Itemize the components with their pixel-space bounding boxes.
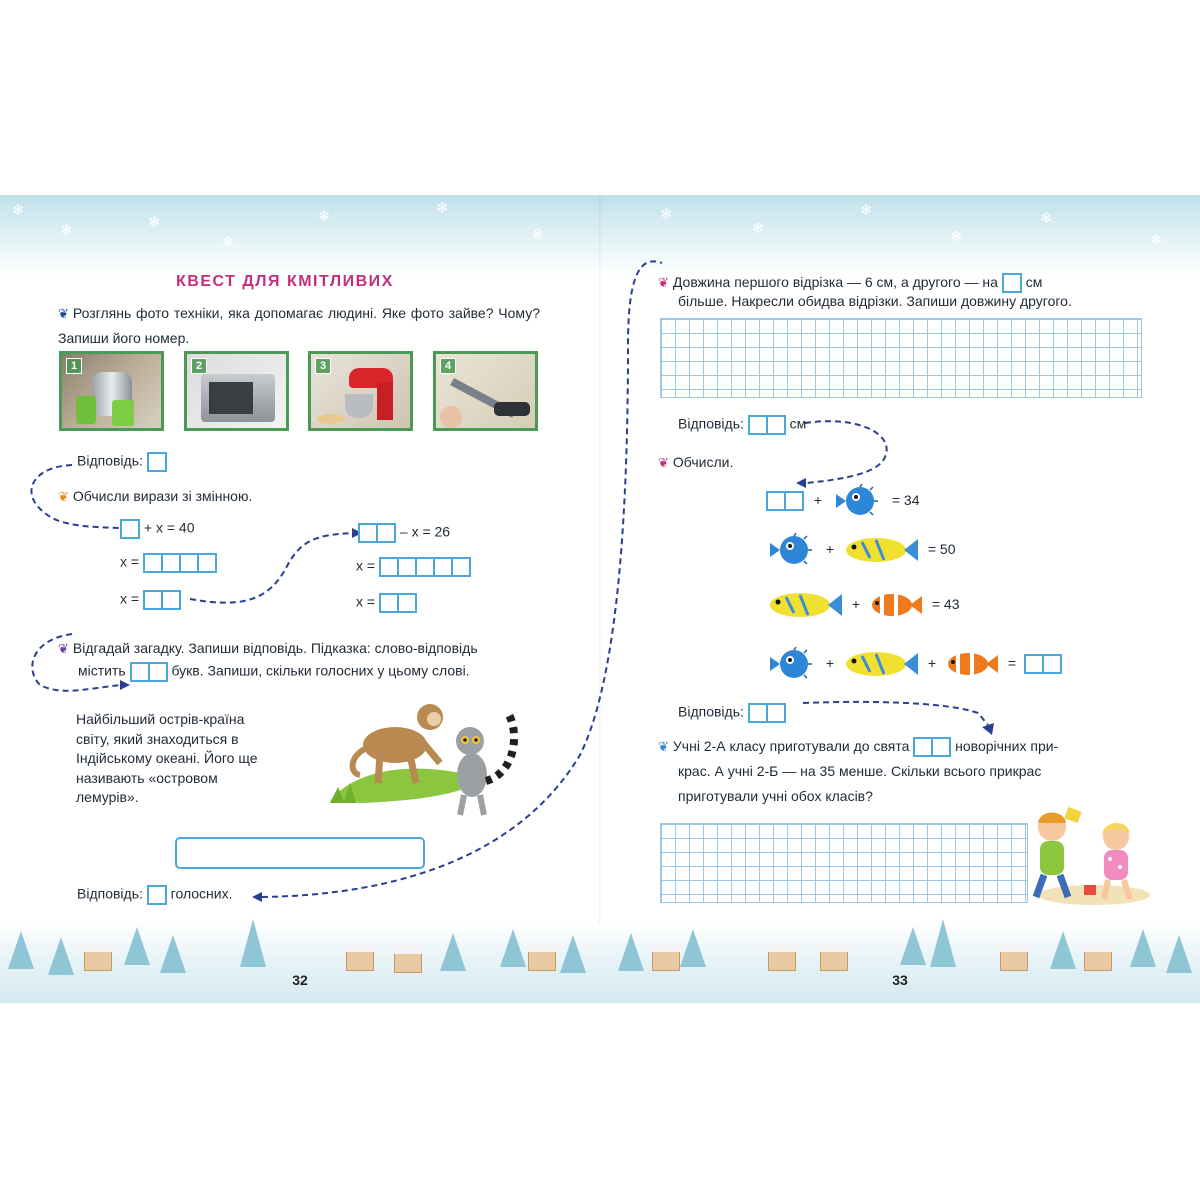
- snowflake-icon: ❄: [12, 202, 25, 219]
- snowflake-icon: ❄: [148, 214, 161, 231]
- house-icon: [346, 951, 374, 971]
- tree-icon: [124, 927, 150, 965]
- fish-equation-2: [766, 533, 956, 567]
- snowflake-icon: ❄: [222, 234, 235, 251]
- page-number-left: 32: [292, 972, 308, 988]
- plus-sign: +: [813, 491, 823, 508]
- riddle-text: Найбільший острів-країна світу, який знаходиться в Індійському океані. Його ще називають «островом лемурів».: [76, 711, 258, 805]
- decorations-count-cells[interactable]: [913, 737, 951, 757]
- drawing-grid-1[interactable]: [660, 318, 1142, 398]
- bread-icon: [317, 414, 345, 424]
- task-4-line-1: Довжина першого відрізка — 6 см, а другого — на: [672, 274, 998, 290]
- eq-3-result: = 43: [931, 595, 960, 612]
- task-6-line-1: Учні 2-А класу приготували до свята: [672, 738, 910, 754]
- bullet-icon: ❦: [58, 306, 69, 321]
- expression-2-x1: [356, 557, 471, 577]
- plus-sign: +: [825, 540, 835, 557]
- bullet-icon: ❦: [658, 739, 669, 754]
- eq-4-cells[interactable]: [1024, 654, 1062, 674]
- task-3-word: містить: [78, 662, 126, 679]
- task-2-text: [58, 484, 458, 509]
- clown-fish: [868, 588, 924, 622]
- tree-icon: [160, 935, 186, 973]
- plus-sign: +: [927, 654, 937, 671]
- cup-icon: [76, 396, 96, 424]
- house-icon: [1000, 951, 1028, 971]
- tree-icon: [8, 931, 34, 969]
- yellow-fish: [842, 647, 920, 681]
- answer-label: Відповідь:: [678, 703, 744, 720]
- task-3-line-1: Відгадай загадку. Запиши відповідь. Підказка: слово-відповідь: [72, 640, 478, 656]
- expression-2-x2-cells[interactable]: [379, 593, 417, 613]
- snowflake-icon: ❄: [950, 228, 963, 245]
- answer-4-cells[interactable]: [748, 415, 786, 435]
- mixer-bowl: [345, 394, 373, 418]
- task-3-line-2: [78, 662, 470, 682]
- x-label: x =: [120, 590, 140, 607]
- plus-sign: +: [851, 595, 861, 612]
- house-icon: [84, 951, 112, 971]
- blue-puffer-fish: [832, 484, 884, 518]
- answer-4-row: [678, 415, 806, 435]
- x-label: x =: [120, 553, 140, 570]
- answer-5-cells[interactable]: [748, 703, 786, 723]
- page-title: КВЕСТ ДЛЯ КМІТЛИВИХ: [176, 273, 394, 290]
- task-3-text: [58, 636, 542, 661]
- expression-1-x1-cells[interactable]: [143, 553, 217, 573]
- hand-icon: [440, 406, 462, 428]
- vacuum-icon: [494, 402, 530, 416]
- plus-sign: +: [825, 654, 835, 671]
- tree-icon: [680, 929, 706, 967]
- tree-icon: [240, 919, 266, 967]
- riddle-answer-field[interactable]: [175, 837, 425, 869]
- fish-equation-3: [766, 588, 960, 622]
- tree-icon: [1130, 929, 1156, 967]
- kids-illustration: [1024, 807, 1150, 907]
- blue-puffer-fish: [766, 647, 818, 681]
- task-6-line-2: крас. А учні 2-Б — на 35 менше. Скільки всього прикрас: [678, 763, 1042, 779]
- fish-equation-1: [766, 484, 920, 518]
- fish-equation-4: [766, 647, 1062, 681]
- snowflake-icon: ❄: [436, 200, 449, 217]
- task-5-label: Обчисли.: [672, 454, 734, 470]
- unit-label: см: [1025, 274, 1043, 290]
- letters-count-cells[interactable]: [130, 662, 168, 682]
- house-icon: [528, 951, 556, 971]
- answer-3-row: [77, 885, 233, 905]
- photo-mixer: [308, 351, 413, 431]
- bullet-icon: ❦: [658, 455, 669, 470]
- house-icon: [1084, 951, 1112, 971]
- lemur: [456, 713, 514, 815]
- snowflake-icon: ❄: [60, 222, 73, 239]
- snowflake-icon: ❄: [860, 202, 873, 219]
- task-6-line-3: приготували учні обох класів?: [678, 788, 873, 804]
- eq-1-cells[interactable]: [766, 491, 804, 511]
- expression-1-x1: [120, 553, 217, 573]
- mixer-stand: [377, 382, 393, 420]
- task-1-text: [58, 301, 540, 350]
- task-1-label: Розглянь фото техніки, яка допомагає людині. Яке фото зайве? Чому? Запиши його номер.: [58, 305, 540, 346]
- answer-label: Відповідь:: [77, 452, 143, 469]
- task-5-text: [658, 450, 958, 475]
- task-4-line-2: більше. Накресли обидва відрізки. Запиши довжину другого.: [678, 293, 1072, 309]
- drawing-grid-2[interactable]: [660, 823, 1028, 903]
- photo-number: 4: [440, 358, 456, 374]
- eq-2-result: = 50: [927, 540, 956, 557]
- tree-icon: [1050, 931, 1076, 969]
- tree-icon: [560, 935, 586, 973]
- snowflake-icon: ❄: [660, 206, 673, 223]
- book-spread: [0, 195, 1200, 1003]
- x-label: x =: [356, 557, 376, 574]
- tree-icon: [1166, 935, 1192, 973]
- expression-1-x2-cells[interactable]: [143, 590, 181, 610]
- expression-1-box[interactable]: [120, 519, 140, 539]
- bullet-icon: ❦: [658, 275, 669, 290]
- house-icon: [394, 953, 422, 973]
- microwave-window: [209, 382, 253, 414]
- photo-kettle: [59, 351, 164, 431]
- yellow-fish: [842, 533, 920, 567]
- clown-fish: [944, 647, 1000, 681]
- expression-2: [358, 523, 450, 543]
- answer-1-row: [77, 452, 167, 472]
- answer-label: Відповідь:: [678, 415, 744, 432]
- bullet-icon: ❦: [58, 489, 69, 504]
- bullet-icon: ❦: [58, 641, 69, 656]
- cup-icon: [112, 400, 134, 426]
- answer-label: Відповідь:: [77, 885, 143, 902]
- photo-vacuum: [433, 351, 538, 431]
- snowflake-icon: ❄: [1040, 210, 1053, 227]
- photo-microwave: [184, 351, 289, 431]
- answer-1-box[interactable]: [147, 452, 167, 472]
- expression-2-x2: [356, 593, 417, 613]
- monkey-and-lemur-illustration: [320, 683, 530, 823]
- x-label: x =: [356, 593, 376, 610]
- yellow-fish: [766, 588, 844, 622]
- photo-number: 1: [66, 358, 82, 374]
- expression-1-text: + x = 40: [143, 519, 195, 536]
- task-2-label: Обчисли вирази зі змінною.: [72, 488, 253, 504]
- expression-2-text: – x = 26: [399, 523, 451, 540]
- photo-number: 3: [315, 358, 331, 374]
- snowflake-icon: ❄: [532, 226, 545, 243]
- expression-1: [120, 519, 194, 539]
- house-icon: [652, 951, 680, 971]
- house-icon: [768, 951, 796, 971]
- task-6-line-1-end: новорічних при-: [955, 738, 1059, 754]
- task-6-text: [658, 734, 1142, 759]
- eq-1-result: = 34: [891, 491, 920, 508]
- vowels-count-box[interactable]: [147, 885, 167, 905]
- snowflake-icon: ❄: [318, 208, 331, 225]
- expression-2-cells[interactable]: [358, 523, 396, 543]
- unit-label: см: [789, 415, 807, 432]
- blue-puffer-fish: [766, 533, 818, 567]
- snowflake-icon: ❄: [752, 220, 765, 237]
- expression-1-x2: [120, 590, 181, 610]
- tree-icon: [440, 933, 466, 971]
- eq-4-result: =: [1007, 654, 1017, 671]
- tree-icon: [930, 919, 956, 967]
- answer-suffix: голосних.: [170, 885, 233, 902]
- tree-icon: [900, 927, 926, 965]
- winter-ground-footer: [0, 923, 1200, 1003]
- photo-number: 2: [191, 358, 207, 374]
- answer-5-row: [678, 703, 786, 723]
- tree-icon: [618, 933, 644, 971]
- house-icon: [820, 951, 848, 971]
- task-3-rest: букв. Запиши, скільки голосних у цьому слові.: [171, 662, 470, 679]
- tree-icon: [48, 937, 74, 975]
- expression-2-x1-cells[interactable]: [379, 557, 471, 577]
- page-number-right: 33: [892, 972, 908, 988]
- snowflake-icon: ❄: [1150, 232, 1163, 249]
- tree-icon: [500, 929, 526, 967]
